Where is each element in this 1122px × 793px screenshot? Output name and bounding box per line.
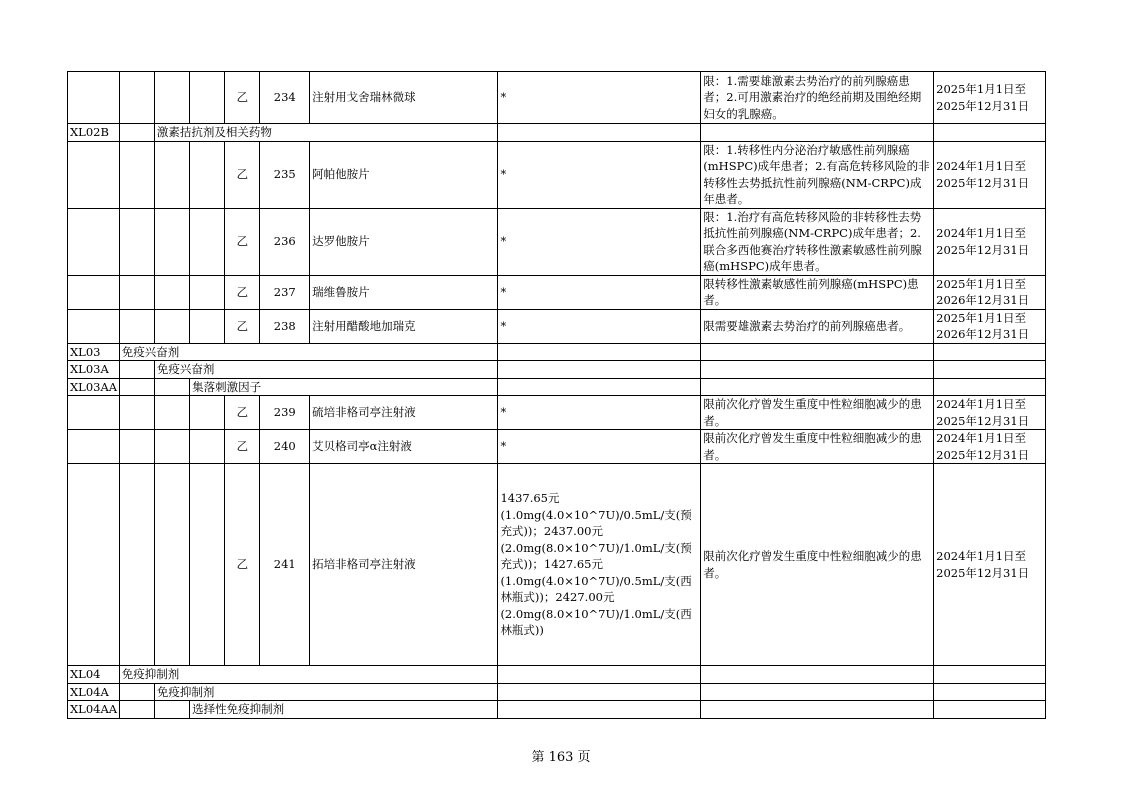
drug-row [68,430,1046,464]
price-cell: * [498,72,701,124]
blank-cell [154,141,189,208]
price-cell: * [498,141,701,208]
category-cell: 乙 [225,275,260,309]
drug-row [68,464,1046,666]
blank-cell [934,683,1046,701]
code-cell: XL04 [68,666,120,684]
category-name-cell: 选择性免疫抑制剂 [190,701,498,719]
blank-cell [119,361,154,379]
restriction-cell: 限前次化疗曾发生重度中性粒细胞减少的患者。 [701,396,934,430]
restriction-cell: 限需要雄激素去势治疗的前列腺癌患者。 [701,309,934,343]
category-name-cell: 激素拮抗剂及相关药物 [154,124,498,142]
blank-cell [934,378,1046,396]
validity-period-cell: 2024年1月1日至2025年12月31日 [934,208,1046,275]
category-cell: 乙 [225,464,260,666]
drug-list-table [67,71,1046,719]
blank-cell [934,124,1046,142]
blank-cell [119,683,154,701]
blank-cell [498,666,701,684]
category-name-cell: 免疫抑制剂 [154,683,498,701]
blank-cell [68,464,120,666]
blank-cell [119,275,154,309]
restriction-cell: 限前次化疗曾发生重度中性粒细胞减少的患者。 [701,464,934,666]
blank-cell [119,124,154,142]
blank-cell [154,464,189,666]
blank-cell [701,666,934,684]
code-cell: XL03 [68,343,120,361]
drug-row [68,72,1046,124]
restriction-cell: 限：1.需要雄激素去势治疗的前列腺癌患者；2.可用激素治疗的绝经前期及围绝经期妇女的乳腺癌。 [701,72,934,124]
blank-cell [154,430,189,464]
category-row [68,378,1046,396]
code-cell: XL04AA [68,701,120,719]
drug-row [68,141,1046,208]
drug-name-cell: 艾贝格司亭α注射液 [310,430,498,464]
price-cell: * [498,309,701,343]
blank-cell [190,141,225,208]
price-cell: * [498,430,701,464]
drug-name-cell: 达罗他胺片 [310,208,498,275]
number-cell: 241 [260,464,310,666]
category-row [68,701,1046,719]
blank-cell [68,396,120,430]
price-cell: * [498,396,701,430]
blank-cell [498,683,701,701]
blank-cell [190,275,225,309]
category-cell: 乙 [225,208,260,275]
code-cell: XL03A [68,361,120,379]
drug-name-cell: 瑞维鲁胺片 [310,275,498,309]
blank-cell [154,208,189,275]
category-row [68,666,1046,684]
blank-cell [119,701,154,719]
category-cell: 乙 [225,430,260,464]
blank-cell [119,208,154,275]
restriction-cell: 限前次化疗曾发生重度中性粒细胞减少的患者。 [701,430,934,464]
blank-cell [498,361,701,379]
blank-cell [190,208,225,275]
validity-period-cell: 2024年1月1日至2025年12月31日 [934,141,1046,208]
blank-cell [154,72,189,124]
blank-cell [154,309,189,343]
restriction-cell: 限转移性激素敏感性前列腺癌(mHSPC)患者。 [701,275,934,309]
blank-cell [190,309,225,343]
blank-cell [701,701,934,719]
blank-cell [498,378,701,396]
blank-cell [68,430,120,464]
blank-cell [934,701,1046,719]
drug-row [68,275,1046,309]
page-number: 第 163 页 [531,750,591,765]
blank-cell [190,396,225,430]
blank-cell [68,141,120,208]
blank-cell [119,396,154,430]
price-cell: * [498,275,701,309]
category-row [68,361,1046,379]
blank-cell [119,464,154,666]
blank-cell [190,72,225,124]
category-cell: 乙 [225,396,260,430]
number-cell: 240 [260,430,310,464]
blank-cell [154,701,189,719]
category-cell: 乙 [225,72,260,124]
validity-period-cell: 2024年1月1日至2025年12月31日 [934,464,1046,666]
drug-name-cell: 拓培非格司亭注射液 [310,464,498,666]
validity-period-cell: 2024年1月1日至2025年12月31日 [934,430,1046,464]
code-cell: XL04A [68,683,120,701]
number-cell: 237 [260,275,310,309]
code-cell: XL02B [68,124,120,142]
blank-cell [119,141,154,208]
price-cell: 1437.65元(1.0mg(4.0×10^7U)/0.5mL/支(预充式))；2437.00元(2.0mg(8.0×10^7U)/1.0mL/支(预充式))；1427.65元(1.0mg(4.0×10^7U)/0.5mL/支(西林瓶式))；2427.00元(2.0mg(8.0×10^7U)/1.0mL/支(西林瓶式)) [498,464,701,666]
category-row [68,343,1046,361]
category-cell: 乙 [225,309,260,343]
blank-cell [154,396,189,430]
validity-period-cell: 2025年1月1日至2026年12月31日 [934,309,1046,343]
category-name-cell: 免疫抑制剂 [119,666,498,684]
blank-cell [190,430,225,464]
blank-cell [498,343,701,361]
drug-name-cell: 硫培非格司亭注射液 [310,396,498,430]
category-row [68,683,1046,701]
category-name-cell: 集落刺激因子 [190,378,498,396]
blank-cell [68,275,120,309]
blank-cell [119,72,154,124]
category-row [68,124,1046,142]
blank-cell [701,343,934,361]
blank-cell [190,464,225,666]
restriction-cell: 限：1.治疗有高危转移风险的非转移性去势抵抗性前列腺癌(NM-CRPC)成年患者；2.联合多西他赛治疗转移性激素敏感性前列腺癌(mHSPC)成年患者。 [701,208,934,275]
drug-row [68,208,1046,275]
blank-cell [68,208,120,275]
price-cell: * [498,208,701,275]
drug-row [68,309,1046,343]
blank-cell [934,343,1046,361]
blank-cell [154,275,189,309]
blank-cell [119,378,154,396]
blank-cell [119,430,154,464]
blank-cell [154,378,189,396]
number-cell: 239 [260,396,310,430]
number-cell: 234 [260,72,310,124]
number-cell: 236 [260,208,310,275]
validity-period-cell: 2024年1月1日至2025年12月31日 [934,396,1046,430]
validity-period-cell: 2025年1月1日至2025年12月31日 [934,72,1046,124]
category-name-cell: 免疫兴奋剂 [119,343,498,361]
blank-cell [934,666,1046,684]
blank-cell [934,361,1046,379]
blank-cell [701,683,934,701]
category-name-cell: 免疫兴奋剂 [154,361,498,379]
validity-period-cell: 2025年1月1日至2026年12月31日 [934,275,1046,309]
drug-name-cell: 阿帕他胺片 [310,141,498,208]
category-cell: 乙 [225,141,260,208]
blank-cell [498,124,701,142]
code-cell: XL03AA [68,378,120,396]
drug-row [68,396,1046,430]
number-cell: 238 [260,309,310,343]
restriction-cell: 限：1.转移性内分泌治疗敏感性前列腺癌(mHSPC)成年患者；2.有高危转移风险的非转移性去势抵抗性前列腺癌(NM-CRPC)成年患者。 [701,141,934,208]
drug-name-cell: 注射用戈舍瑞林微球 [310,72,498,124]
blank-cell [701,124,934,142]
blank-cell [498,701,701,719]
blank-cell [68,309,120,343]
blank-cell [68,72,120,124]
number-cell: 235 [260,141,310,208]
blank-cell [701,361,934,379]
drug-name-cell: 注射用醋酸地加瑞克 [310,309,498,343]
blank-cell [119,309,154,343]
blank-cell [701,378,934,396]
